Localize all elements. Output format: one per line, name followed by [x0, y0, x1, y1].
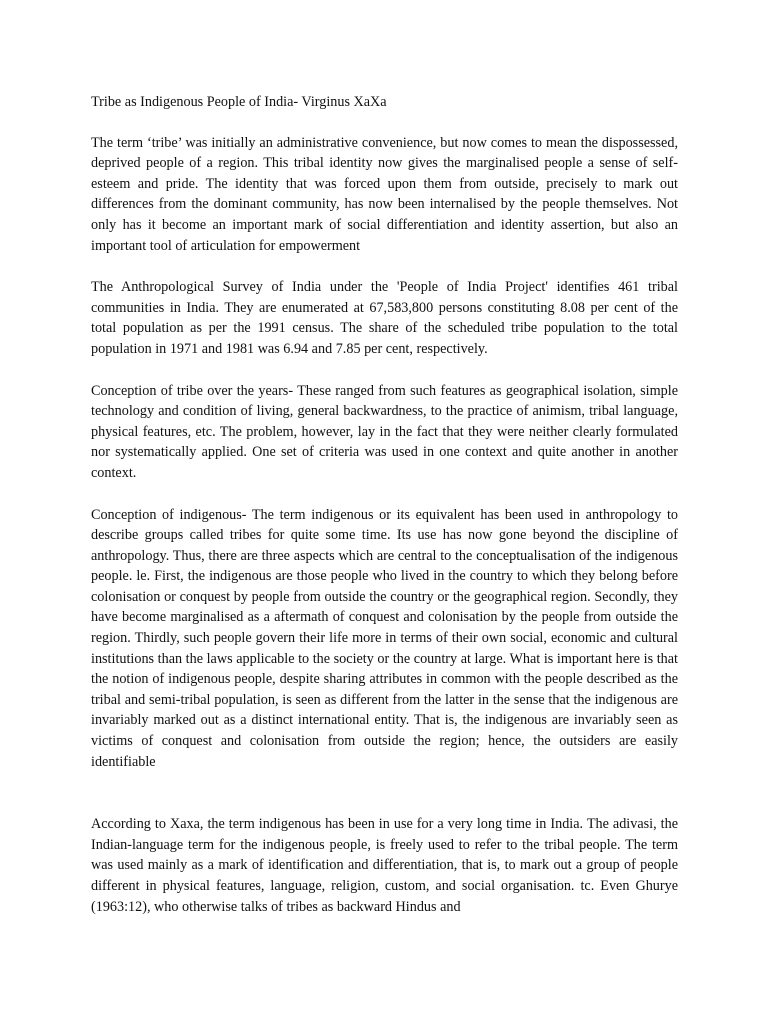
paragraph-anthropological-survey: The Anthropological Survey of India under the 'People of India Project' identifies 461 tribal communities in India. They are enumerated at 67,583,800 persons constituting 8.08 per cent of the total population as per the 1991 census. The share of the scheduled tribe population to the total population in 1971 and 1981 was 6.94 and 7.85 per cent, respectively. [91, 279, 678, 357]
paragraph-tribe-term: The term ‘tribe’ was initially an administrative convenience, but now comes to mean the dispossessed, deprived people of a region. This tribal identity now gives the marginalised people a sense of self-esteem and pride. The identity that was forced upon them from outside, precisely to mark out differences from the dominant community, has now been internalised by the people themselves. Not only has it become an important mark of social differentiation and identity assertion, but also an important tool of articulation for empowerment [91, 134, 678, 254]
document-page [91, 92, 678, 917]
document-title: Tribe as Indigenous People of India- Virginus XaXa [91, 94, 387, 110]
paragraph-conception-of-tribe: Conception of tribe over the years- These ranged from such features as geographical isolation, simple technology and condition of living, general backwardness, to the practice of animism, tribal language, physical features, etc. The problem, however, lay in the fact that they were neither clearly formulated nor systematically applied. One set of criteria was used in one context and quite another in another context. [91, 382, 678, 481]
paragraph-according-to-xaxa: According to Xaxa, the term indigenous has been in use for a very long time in India. The adivasi, the Indian-language term for the indigenous people, is freely used to refer to the tribal people. The term was used mainly as a mark of identification and differentiation, that is, to mark out a group of people different in physical features, language, religion, custom, and social organisation. tc. Even Ghurye (1963:12), who otherwise talks of tribes as backward Hindus and [91, 816, 678, 915]
paragraph-conception-of-indigenous: Conception of indigenous- The term indigenous or its equivalent has been used in anthropology to describe groups called tribes for quite some time. Its use has now gone beyond the discipline of anthropology. Thus, there are three aspects which are central to the conceptualisation of the indigenous people. le. First, the indigenous are those people who lived in the country to which they belong before colonisation or conquest by people from outside the country or the geographical region. Secondly, they have become marginalised as a aftermath of conquest and colonisation by the people from outside the region. Thirdly, such people govern their life more in terms of their own social, economic and cultural institutions than the laws applicable to the society or the country at large. What is important here is that the notion of indigenous people, despite sharing attributes in common with the people described as the tribal and semi-tribal population, is seen as different from the latter in the sense that the indigenous are invariably marked out as a distinct international entity. That is, the indigenous are invariably seen as victims of conquest and colonisation from outside the region; hence, the outsiders are easily identifiable [91, 506, 678, 770]
